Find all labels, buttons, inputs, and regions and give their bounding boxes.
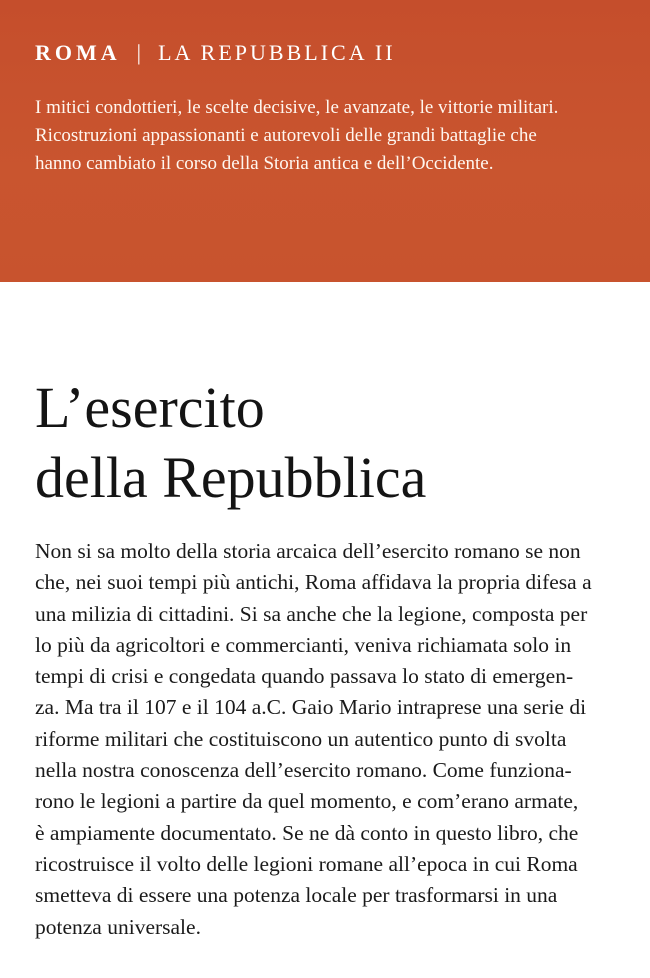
series-tagline — [35, 94, 625, 178]
book-title-line: della Repubblica — [35, 445, 427, 510]
series-separator: | — [136, 40, 145, 65]
series-line — [35, 40, 396, 66]
blurb-line: Non si sa molto della storia arcaica dell’esercito romano se non — [35, 539, 581, 563]
blurb-line: potenza universale. — [35, 914, 201, 939]
blurb-line: nella nostra conoscenza dell’esercito romano. Come funziona- — [35, 758, 572, 783]
blurb-line: ricostruisce il volto delle legioni romane all’epoca in cui Roma — [35, 851, 578, 876]
series-subtitle: LA REPUBBLICA II — [158, 40, 396, 65]
book-blurb — [35, 536, 615, 943]
blurb-line: riforme militari che costituiscono un autentico punto di svolta — [35, 726, 567, 751]
header-band — [0, 0, 650, 282]
blurb-line: rono le legioni a partire da quel momento, e com’erano armate, — [35, 789, 579, 814]
tagline-line: hanno cambiato il corso della Storia antica e dell’Occidente. — [35, 153, 494, 174]
tagline-line: Ricostruzioni appassionanti e autorevoli delle grandi battaglie che — [35, 125, 537, 146]
book-title-line: L’esercito — [35, 375, 265, 440]
series-name: ROMA — [35, 40, 121, 65]
book-title — [35, 373, 426, 513]
blurb-line: smetteva di essere una potenza locale per trasformarsi in una — [35, 883, 558, 908]
blurb-line: una milizia di cittadini. Si sa anche che la legione, composta per — [35, 601, 588, 626]
blurb-line: tempi di crisi e congedata quando passava lo stato di emergen- — [35, 664, 574, 689]
tagline-line: I mitici condottieri, le scelte decisive, le avanzate, le vittorie militari. — [35, 97, 559, 118]
blurb-line: lo più da agricoltori e commercianti, veniva richiamata solo in — [35, 632, 572, 657]
blurb-line: che, nei suoi tempi più antichi, Roma affidava la propria difesa a — [35, 570, 592, 595]
blurb-line: è ampiamente documentato. Se ne dà conto in questo libro, che — [35, 820, 579, 845]
blurb-line: za. Ma tra il 107 e il 104 a.C. Gaio Mario intraprese una serie di — [35, 695, 587, 720]
